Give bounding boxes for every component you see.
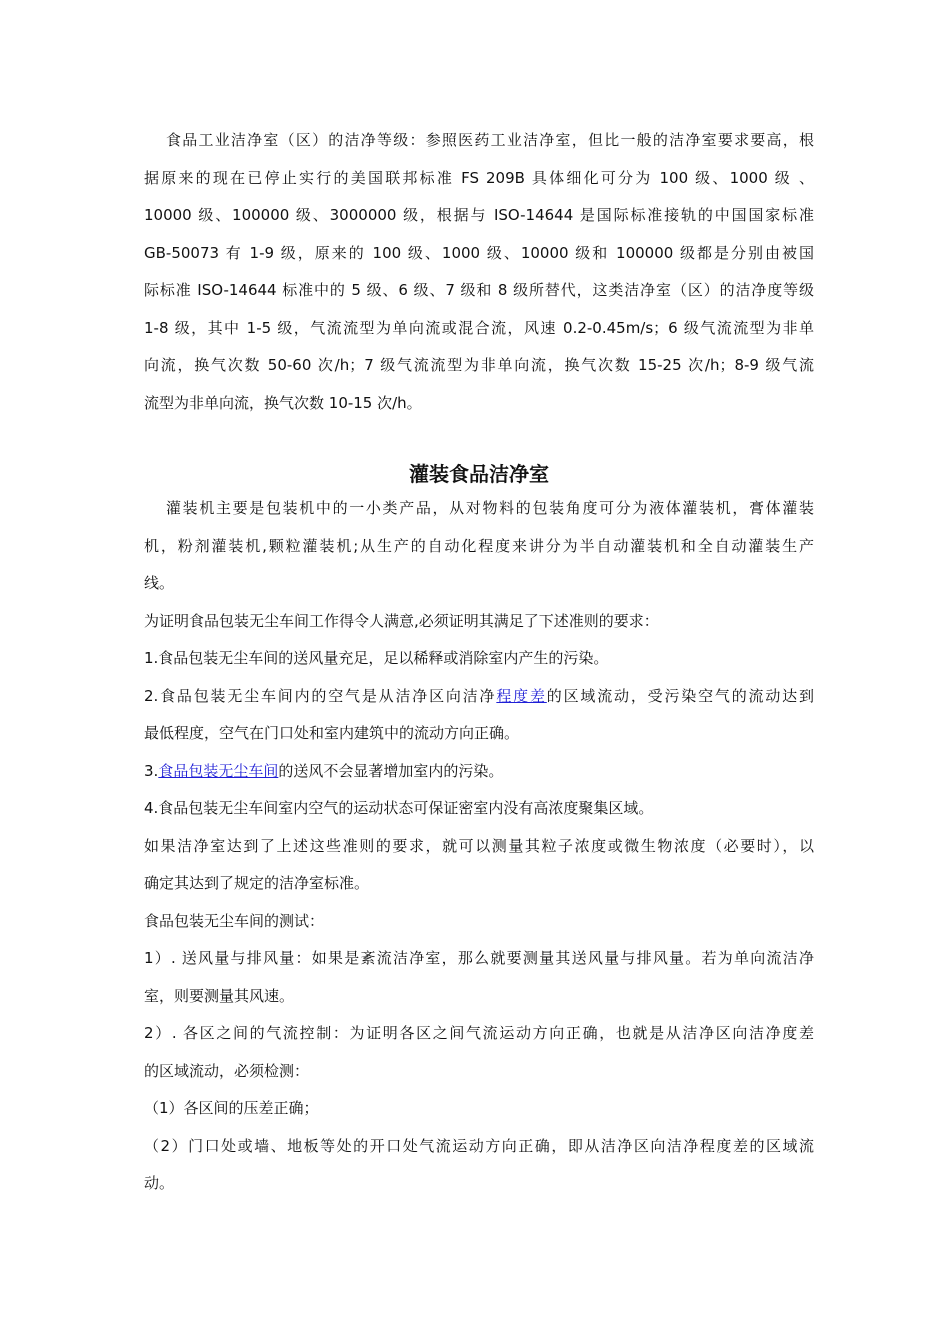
- criteria-item-1: 1.食品包装无尘车间的送风量充足，足以稀释或消除室内产生的污染。: [144, 649, 609, 667]
- sub-item-2-cont: 动。: [144, 1174, 175, 1192]
- intro-line: 流型为非单向流，换气次数 10-15 次/h。: [144, 393, 422, 412]
- cleanliness-level-link[interactable]: 程度差: [496, 686, 547, 705]
- test-item-2: 2）. 各区之间的气流控制：为证明各区之间气流运动方向正确，也就是从洁净区向洁净度差: [144, 1024, 814, 1042]
- conclusion-line: 如果洁净室达到了上述这些准则的要求，就可以测量其粒子浓度或微生物浓度（必要时），以: [144, 836, 814, 855]
- intro-line: 1-8 级，其中 1-5 级，气流流型为单向流或混合流，风速 0.2-0.45m/s；6 级气流流型为非单: [144, 318, 814, 337]
- intro-paragraph: [144, 122, 814, 422]
- intro-line: 际标准 ISO-14644 标准中的 5 级、6 级、7 级和 8 级所替代，这类洁净室（区）的洁净度等级: [144, 281, 814, 299]
- test-heading: 食品包装无尘车间的测试：: [144, 911, 325, 930]
- item2-text-before: 2.食品包装无尘车间内的空气是从洁净区向洁净: [144, 686, 497, 705]
- test-item-1: 1）. 送风量与排风量：如果是紊流洁净室，那么就要测量其送风量与排风量。若为单向流洁净: [144, 949, 814, 967]
- test-item-2-cont: 的区域流动，必须检测：: [144, 1061, 310, 1080]
- intro-line: 向流，换气次数 50-60 次/h；7 级气流流型为非单向流，换气次数 15-25 次/h；8-9 级气流: [144, 356, 814, 374]
- intro-line: GB-50073 有 1-9 级，原来的 100 级、1000 级、10000 级和 100000 级都是分别由被国: [144, 243, 814, 262]
- criteria-item-3: [144, 753, 814, 791]
- intro-line: 10000 级、100000 级、3000000 级，根据与 ISO-14644 是国际标准接轨的中国国家标准: [144, 206, 814, 224]
- sub-item-2: （2）门口处或墙、地板等处的开口处气流运动方向正确，即从洁净区向洁净程度差的区域流: [144, 1136, 814, 1155]
- intro-line: 食品工业洁净室（区）的洁净等级：参照医药工业洁净室，但比一般的洁净室要求要高，根: [166, 131, 814, 149]
- criteria-item-2-cont: 最低程度，空气在门口处和室内建筑中的流动方向正确。: [144, 724, 520, 742]
- criteria-item-4: 4.食品包装无尘车间室内空气的运动状态可保证密室内没有高浓度聚集区域。: [144, 799, 654, 817]
- criteria-item-2: [144, 678, 814, 716]
- conclusion-line: 确定其达到了规定的洁净室标准。: [144, 874, 370, 892]
- criteria-intro: 为证明食品包装无尘车间工作得令人满意,必须证明其满足了下述准则的要求：: [144, 611, 659, 630]
- para-line: 机，粉剂灌装机,颗粒灌装机;从生产的自动化程度来讲分为半自动灌装机和全自动灌装生产: [144, 536, 814, 555]
- section-title: 灌装食品洁净室: [409, 462, 549, 486]
- sub-item-1: （1）各区间的压差正确；: [144, 1099, 319, 1117]
- item3-number: 3.: [144, 761, 159, 780]
- item2-text-after: 的区域流动，受污染空气的流动达到: [546, 686, 814, 705]
- item3-text-after: 的送风不会显著增加室内的污染。: [278, 761, 504, 780]
- dust-free-workshop-link[interactable]: 食品包装无尘车间: [158, 761, 279, 780]
- intro-line: 据原来的现在已停止实行的美国联邦标准 FS 209B 具体细化可分为 100 级、1000 级 、: [144, 168, 814, 187]
- para-line: 线。: [144, 574, 175, 592]
- filling-machine-paragraph: [144, 490, 814, 603]
- document-page: [144, 122, 814, 1203]
- test-item-1-cont: 室，则要测量其风速。: [144, 986, 295, 1005]
- para-line: 灌装机主要是包装机中的一小类产品，从对物料的包装角度可分为液体灌装机，膏体灌装: [166, 499, 814, 517]
